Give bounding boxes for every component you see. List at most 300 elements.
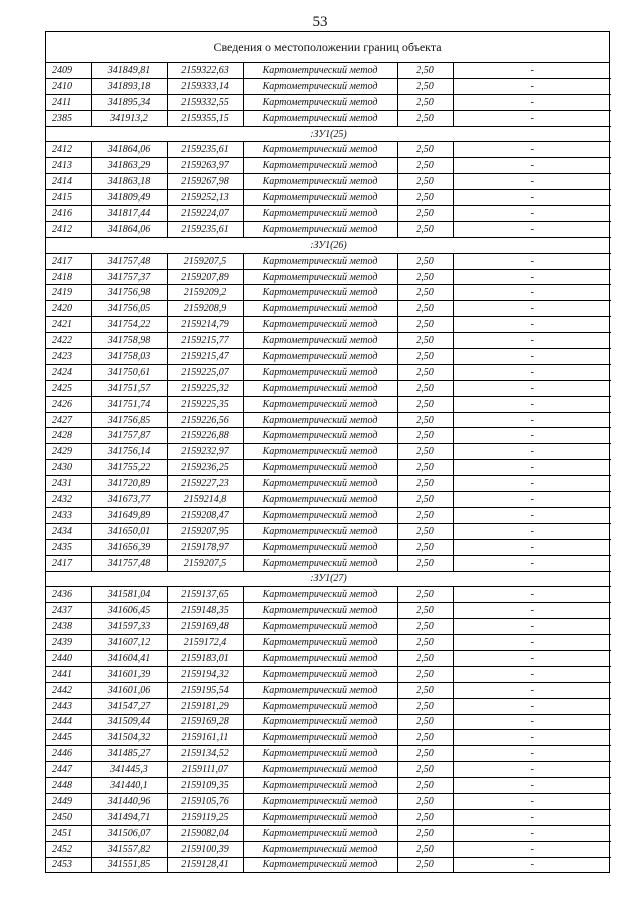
y-coordinate-cell: 2159207,5 bbox=[167, 253, 243, 269]
accuracy-cell: 2,50 bbox=[397, 253, 453, 269]
accuracy-cell: 2,50 bbox=[397, 317, 453, 333]
x-coordinate-cell: 341551,85 bbox=[91, 857, 167, 872]
note-cell: - bbox=[453, 476, 611, 492]
point-number-cell: 2411 bbox=[46, 94, 91, 110]
section-label: :ЗУ1(27) bbox=[46, 571, 611, 587]
x-coordinate-cell: 341849,81 bbox=[91, 63, 167, 78]
point-number-cell: 2448 bbox=[46, 778, 91, 794]
y-coordinate-cell: 2159169,28 bbox=[167, 714, 243, 730]
table-row bbox=[46, 428, 611, 444]
point-number-cell: 2450 bbox=[46, 809, 91, 825]
x-coordinate-cell: 341757,87 bbox=[91, 428, 167, 444]
point-number-cell: 2433 bbox=[46, 507, 91, 523]
table-row bbox=[46, 841, 611, 857]
method-cell: Картометрический метод bbox=[243, 206, 397, 222]
point-number-cell: 2432 bbox=[46, 492, 91, 508]
method-cell: Картометрический метод bbox=[243, 158, 397, 174]
accuracy-cell: 2,50 bbox=[397, 841, 453, 857]
x-coordinate-cell: 341601,39 bbox=[91, 666, 167, 682]
x-coordinate-cell: 341604,41 bbox=[91, 650, 167, 666]
x-coordinate-cell: 341756,85 bbox=[91, 412, 167, 428]
x-coordinate-cell: 341750,61 bbox=[91, 364, 167, 380]
note-cell: - bbox=[453, 206, 611, 222]
note-cell: - bbox=[453, 793, 611, 809]
accuracy-cell: 2,50 bbox=[397, 158, 453, 174]
point-number-cell: 2417 bbox=[46, 253, 91, 269]
page-number: 53 bbox=[312, 14, 328, 30]
y-coordinate-cell: 2159225,32 bbox=[167, 380, 243, 396]
note-cell: - bbox=[453, 333, 611, 349]
y-coordinate-cell: 2159214,79 bbox=[167, 317, 243, 333]
point-number-cell: 2443 bbox=[46, 698, 91, 714]
accuracy-cell: 2,50 bbox=[397, 94, 453, 110]
table-row bbox=[46, 778, 611, 794]
table-row bbox=[46, 809, 611, 825]
accuracy-cell: 2,50 bbox=[397, 364, 453, 380]
method-cell: Картометрический метод bbox=[243, 349, 397, 365]
method-cell: Картометрический метод bbox=[243, 555, 397, 571]
accuracy-cell: 2,50 bbox=[397, 619, 453, 635]
note-cell: - bbox=[453, 158, 611, 174]
x-coordinate-cell: 341557,82 bbox=[91, 841, 167, 857]
method-cell: Картометрический метод bbox=[243, 714, 397, 730]
y-coordinate-cell: 2159333,14 bbox=[167, 78, 243, 94]
accuracy-cell: 2,50 bbox=[397, 110, 453, 126]
method-cell: Картометрический метод bbox=[243, 666, 397, 682]
table-row bbox=[46, 793, 611, 809]
y-coordinate-cell: 2159355,15 bbox=[167, 110, 243, 126]
note-cell: - bbox=[453, 682, 611, 698]
accuracy-cell: 2,50 bbox=[397, 857, 453, 872]
note-cell: - bbox=[453, 587, 611, 603]
y-coordinate-cell: 2159263,97 bbox=[167, 158, 243, 174]
method-cell: Картометрический метод bbox=[243, 428, 397, 444]
x-coordinate-cell: 341864,06 bbox=[91, 142, 167, 158]
table-row bbox=[46, 825, 611, 841]
accuracy-cell: 2,50 bbox=[397, 301, 453, 317]
note-cell: - bbox=[453, 317, 611, 333]
x-coordinate-cell: 341757,48 bbox=[91, 555, 167, 571]
method-cell: Картометрический метод bbox=[243, 507, 397, 523]
y-coordinate-cell: 2159225,35 bbox=[167, 396, 243, 412]
method-cell: Картометрический метод bbox=[243, 746, 397, 762]
point-number-cell: 2430 bbox=[46, 460, 91, 476]
method-cell: Картометрический метод bbox=[243, 333, 397, 349]
point-number-cell: 2446 bbox=[46, 746, 91, 762]
x-coordinate-cell: 341751,57 bbox=[91, 380, 167, 396]
note-cell: - bbox=[453, 492, 611, 508]
point-number-cell: 2385 bbox=[46, 110, 91, 126]
table-row bbox=[46, 539, 611, 555]
x-coordinate-cell: 341656,39 bbox=[91, 539, 167, 555]
table-row bbox=[46, 190, 611, 206]
point-number-cell: 2451 bbox=[46, 825, 91, 841]
x-coordinate-cell: 341751,74 bbox=[91, 396, 167, 412]
y-coordinate-cell: 2159227,23 bbox=[167, 476, 243, 492]
method-cell: Картометрический метод bbox=[243, 730, 397, 746]
point-number-cell: 2436 bbox=[46, 587, 91, 603]
accuracy-cell: 2,50 bbox=[397, 460, 453, 476]
y-coordinate-cell: 2159208,47 bbox=[167, 507, 243, 523]
x-coordinate-cell: 341893,18 bbox=[91, 78, 167, 94]
x-coordinate-cell: 341509,44 bbox=[91, 714, 167, 730]
x-coordinate-cell: 341720,89 bbox=[91, 476, 167, 492]
x-coordinate-cell: 341597,33 bbox=[91, 619, 167, 635]
x-coordinate-cell: 341606,45 bbox=[91, 603, 167, 619]
point-number-cell: 2447 bbox=[46, 762, 91, 778]
y-coordinate-cell: 2159207,95 bbox=[167, 523, 243, 539]
y-coordinate-cell: 2159161,11 bbox=[167, 730, 243, 746]
method-cell: Картометрический метод bbox=[243, 396, 397, 412]
accuracy-cell: 2,50 bbox=[397, 269, 453, 285]
method-cell: Картометрический метод bbox=[243, 476, 397, 492]
method-cell: Картометрический метод bbox=[243, 682, 397, 698]
y-coordinate-cell: 2159226,56 bbox=[167, 412, 243, 428]
note-cell: - bbox=[453, 63, 611, 78]
y-coordinate-cell: 2159111,07 bbox=[167, 762, 243, 778]
point-number-cell: 2425 bbox=[46, 380, 91, 396]
sheet-title: Сведения о местоположении границ объекта bbox=[46, 32, 609, 63]
note-cell: - bbox=[453, 364, 611, 380]
x-coordinate-cell: 341673,77 bbox=[91, 492, 167, 508]
y-coordinate-cell: 2159105,76 bbox=[167, 793, 243, 809]
x-coordinate-cell: 341863,18 bbox=[91, 174, 167, 190]
x-coordinate-cell: 341895,34 bbox=[91, 94, 167, 110]
x-coordinate-cell: 341754,22 bbox=[91, 317, 167, 333]
x-coordinate-cell: 341485,27 bbox=[91, 746, 167, 762]
x-coordinate-cell: 341817,44 bbox=[91, 206, 167, 222]
y-coordinate-cell: 2159183,01 bbox=[167, 650, 243, 666]
method-cell: Картометрический метод bbox=[243, 857, 397, 872]
accuracy-cell: 2,50 bbox=[397, 825, 453, 841]
accuracy-cell: 2,50 bbox=[397, 206, 453, 222]
accuracy-cell: 2,50 bbox=[397, 730, 453, 746]
accuracy-cell: 2,50 bbox=[397, 714, 453, 730]
x-coordinate-cell: 341758,98 bbox=[91, 333, 167, 349]
note-cell: - bbox=[453, 762, 611, 778]
x-coordinate-cell: 341445,3 bbox=[91, 762, 167, 778]
accuracy-cell: 2,50 bbox=[397, 650, 453, 666]
note-cell: - bbox=[453, 460, 611, 476]
method-cell: Картометрический метод bbox=[243, 94, 397, 110]
y-coordinate-cell: 2159137,65 bbox=[167, 587, 243, 603]
accuracy-cell: 2,50 bbox=[397, 333, 453, 349]
note-cell: - bbox=[453, 428, 611, 444]
method-cell: Картометрический метод bbox=[243, 635, 397, 651]
accuracy-cell: 2,50 bbox=[397, 539, 453, 555]
note-cell: - bbox=[453, 174, 611, 190]
accuracy-cell: 2,50 bbox=[397, 523, 453, 539]
x-coordinate-cell: 341913,2 bbox=[91, 110, 167, 126]
accuracy-cell: 2,50 bbox=[397, 555, 453, 571]
note-cell: - bbox=[453, 380, 611, 396]
y-coordinate-cell: 2159267,98 bbox=[167, 174, 243, 190]
y-coordinate-cell: 2159148,35 bbox=[167, 603, 243, 619]
accuracy-cell: 2,50 bbox=[397, 285, 453, 301]
table-row bbox=[46, 412, 611, 428]
note-cell: - bbox=[453, 778, 611, 794]
method-cell: Картометрический метод bbox=[243, 619, 397, 635]
note-cell: - bbox=[453, 507, 611, 523]
table-row bbox=[46, 158, 611, 174]
y-coordinate-cell: 2159194,32 bbox=[167, 666, 243, 682]
accuracy-cell: 2,50 bbox=[397, 412, 453, 428]
point-number-cell: 2409 bbox=[46, 63, 91, 78]
table-row bbox=[46, 460, 611, 476]
point-number-cell: 2439 bbox=[46, 635, 91, 651]
table-row bbox=[46, 63, 611, 78]
point-number-cell: 2442 bbox=[46, 682, 91, 698]
y-coordinate-cell: 2159322,63 bbox=[167, 63, 243, 78]
point-number-cell: 2416 bbox=[46, 206, 91, 222]
y-coordinate-cell: 2159134,52 bbox=[167, 746, 243, 762]
note-cell: - bbox=[453, 809, 611, 825]
x-coordinate-cell: 341650,01 bbox=[91, 523, 167, 539]
point-number-cell: 2415 bbox=[46, 190, 91, 206]
point-number-cell: 2440 bbox=[46, 650, 91, 666]
table-row bbox=[46, 221, 611, 237]
table-row bbox=[46, 174, 611, 190]
note-cell: - bbox=[453, 603, 611, 619]
point-number-cell: 2423 bbox=[46, 349, 91, 365]
x-coordinate-cell: 341506,07 bbox=[91, 825, 167, 841]
method-cell: Картометрический метод bbox=[243, 317, 397, 333]
y-coordinate-cell: 2159109,35 bbox=[167, 778, 243, 794]
method-cell: Картометрический метод bbox=[243, 444, 397, 460]
method-cell: Картометрический метод bbox=[243, 460, 397, 476]
y-coordinate-cell: 2159232,97 bbox=[167, 444, 243, 460]
table-row bbox=[46, 746, 611, 762]
note-cell: - bbox=[453, 94, 611, 110]
x-coordinate-cell: 341756,98 bbox=[91, 285, 167, 301]
accuracy-cell: 2,50 bbox=[397, 698, 453, 714]
table-row bbox=[46, 714, 611, 730]
table-row bbox=[46, 857, 611, 872]
note-cell: - bbox=[453, 78, 611, 94]
y-coordinate-cell: 2159178,97 bbox=[167, 539, 243, 555]
table-row bbox=[46, 730, 611, 746]
y-coordinate-cell: 2159082,04 bbox=[167, 825, 243, 841]
point-number-cell: 2412 bbox=[46, 221, 91, 237]
x-coordinate-cell: 341756,14 bbox=[91, 444, 167, 460]
table-row bbox=[46, 364, 611, 380]
accuracy-cell: 2,50 bbox=[397, 492, 453, 508]
accuracy-cell: 2,50 bbox=[397, 78, 453, 94]
table-row bbox=[46, 762, 611, 778]
note-cell: - bbox=[453, 269, 611, 285]
method-cell: Картометрический метод bbox=[243, 253, 397, 269]
y-coordinate-cell: 2159235,61 bbox=[167, 142, 243, 158]
table-row bbox=[46, 78, 611, 94]
point-number-cell: 2424 bbox=[46, 364, 91, 380]
accuracy-cell: 2,50 bbox=[397, 476, 453, 492]
point-number-cell: 2414 bbox=[46, 174, 91, 190]
point-number-cell: 2431 bbox=[46, 476, 91, 492]
accuracy-cell: 2,50 bbox=[397, 762, 453, 778]
accuracy-cell: 2,50 bbox=[397, 190, 453, 206]
method-cell: Картометрический метод bbox=[243, 809, 397, 825]
y-coordinate-cell: 2159169,48 bbox=[167, 619, 243, 635]
table-row bbox=[46, 619, 611, 635]
table-row bbox=[46, 94, 611, 110]
x-coordinate-cell: 341440,1 bbox=[91, 778, 167, 794]
section-row bbox=[46, 126, 611, 142]
x-coordinate-cell: 341809,49 bbox=[91, 190, 167, 206]
accuracy-cell: 2,50 bbox=[397, 603, 453, 619]
method-cell: Картометрический метод bbox=[243, 698, 397, 714]
method-cell: Картометрический метод bbox=[243, 523, 397, 539]
x-coordinate-cell: 341649,89 bbox=[91, 507, 167, 523]
table-row bbox=[46, 603, 611, 619]
method-cell: Картометрический метод bbox=[243, 539, 397, 555]
point-number-cell: 2426 bbox=[46, 396, 91, 412]
method-cell: Картометрический метод bbox=[243, 841, 397, 857]
point-number-cell: 2429 bbox=[46, 444, 91, 460]
point-number-cell: 2417 bbox=[46, 555, 91, 571]
note-cell: - bbox=[453, 190, 611, 206]
table-row bbox=[46, 206, 611, 222]
point-number-cell: 2438 bbox=[46, 619, 91, 635]
accuracy-cell: 2,50 bbox=[397, 778, 453, 794]
accuracy-cell: 2,50 bbox=[397, 635, 453, 651]
table-row bbox=[46, 698, 611, 714]
table-row bbox=[46, 666, 611, 682]
note-cell: - bbox=[453, 523, 611, 539]
table-row bbox=[46, 269, 611, 285]
x-coordinate-cell: 341864,06 bbox=[91, 221, 167, 237]
table-row bbox=[46, 285, 611, 301]
table-row bbox=[46, 650, 611, 666]
point-number-cell: 2422 bbox=[46, 333, 91, 349]
note-cell: - bbox=[453, 142, 611, 158]
note-cell: - bbox=[453, 825, 611, 841]
note-cell: - bbox=[453, 253, 611, 269]
y-coordinate-cell: 2159207,5 bbox=[167, 555, 243, 571]
point-number-cell: 2445 bbox=[46, 730, 91, 746]
accuracy-cell: 2,50 bbox=[397, 793, 453, 809]
y-coordinate-cell: 2159235,61 bbox=[167, 221, 243, 237]
point-number-cell: 2418 bbox=[46, 269, 91, 285]
table-row bbox=[46, 587, 611, 603]
x-coordinate-cell: 341504,32 bbox=[91, 730, 167, 746]
section-row bbox=[46, 571, 611, 587]
method-cell: Картометрический метод bbox=[243, 63, 397, 78]
y-coordinate-cell: 2159332,55 bbox=[167, 94, 243, 110]
point-number-cell: 2421 bbox=[46, 317, 91, 333]
y-coordinate-cell: 2159119,25 bbox=[167, 809, 243, 825]
note-cell: - bbox=[453, 110, 611, 126]
point-number-cell: 2449 bbox=[46, 793, 91, 809]
x-coordinate-cell: 341755,22 bbox=[91, 460, 167, 476]
point-number-cell: 2452 bbox=[46, 841, 91, 857]
accuracy-cell: 2,50 bbox=[397, 349, 453, 365]
note-cell: - bbox=[453, 841, 611, 857]
accuracy-cell: 2,50 bbox=[397, 396, 453, 412]
accuracy-cell: 2,50 bbox=[397, 221, 453, 237]
point-number-cell: 2437 bbox=[46, 603, 91, 619]
y-coordinate-cell: 2159195,54 bbox=[167, 682, 243, 698]
x-coordinate-cell: 341757,48 bbox=[91, 253, 167, 269]
method-cell: Картометрический метод bbox=[243, 78, 397, 94]
table-row bbox=[46, 110, 611, 126]
method-cell: Картометрический метод bbox=[243, 221, 397, 237]
table-row bbox=[46, 301, 611, 317]
method-cell: Картометрический метод bbox=[243, 142, 397, 158]
y-coordinate-cell: 2159214,8 bbox=[167, 492, 243, 508]
x-coordinate-cell: 341758,03 bbox=[91, 349, 167, 365]
note-cell: - bbox=[453, 650, 611, 666]
table-row bbox=[46, 476, 611, 492]
accuracy-cell: 2,50 bbox=[397, 174, 453, 190]
accuracy-cell: 2,50 bbox=[397, 746, 453, 762]
method-cell: Картометрический метод bbox=[243, 301, 397, 317]
x-coordinate-cell: 341863,29 bbox=[91, 158, 167, 174]
accuracy-cell: 2,50 bbox=[397, 380, 453, 396]
method-cell: Картометрический метод bbox=[243, 110, 397, 126]
method-cell: Картометрический метод bbox=[243, 778, 397, 794]
y-coordinate-cell: 2159215,77 bbox=[167, 333, 243, 349]
table-row bbox=[46, 444, 611, 460]
accuracy-cell: 2,50 bbox=[397, 587, 453, 603]
note-cell: - bbox=[453, 221, 611, 237]
note-cell: - bbox=[453, 539, 611, 555]
x-coordinate-cell: 341547,27 bbox=[91, 698, 167, 714]
table-row bbox=[46, 380, 611, 396]
y-coordinate-cell: 2159100,39 bbox=[167, 841, 243, 857]
note-cell: - bbox=[453, 349, 611, 365]
table-row bbox=[46, 523, 611, 539]
table-row bbox=[46, 349, 611, 365]
point-number-cell: 2420 bbox=[46, 301, 91, 317]
accuracy-cell: 2,50 bbox=[397, 666, 453, 682]
point-number-cell: 2419 bbox=[46, 285, 91, 301]
accuracy-cell: 2,50 bbox=[397, 428, 453, 444]
table-row bbox=[46, 333, 611, 349]
table-row bbox=[46, 507, 611, 523]
point-number-cell: 2412 bbox=[46, 142, 91, 158]
method-cell: Картометрический метод bbox=[243, 269, 397, 285]
y-coordinate-cell: 2159128,41 bbox=[167, 857, 243, 872]
point-number-cell: 2427 bbox=[46, 412, 91, 428]
y-coordinate-cell: 2159236,25 bbox=[167, 460, 243, 476]
note-cell: - bbox=[453, 666, 611, 682]
method-cell: Картометрический метод bbox=[243, 825, 397, 841]
method-cell: Картометрический метод bbox=[243, 190, 397, 206]
x-coordinate-cell: 341494,71 bbox=[91, 809, 167, 825]
coordinates-table bbox=[46, 63, 611, 872]
y-coordinate-cell: 2159181,29 bbox=[167, 698, 243, 714]
point-number-cell: 2428 bbox=[46, 428, 91, 444]
point-number-cell: 2453 bbox=[46, 857, 91, 872]
point-number-cell: 2444 bbox=[46, 714, 91, 730]
y-coordinate-cell: 2159208,9 bbox=[167, 301, 243, 317]
method-cell: Картометрический метод bbox=[243, 412, 397, 428]
y-coordinate-cell: 2159224,07 bbox=[167, 206, 243, 222]
accuracy-cell: 2,50 bbox=[397, 507, 453, 523]
accuracy-cell: 2,50 bbox=[397, 809, 453, 825]
method-cell: Картометрический метод bbox=[243, 650, 397, 666]
table-row bbox=[46, 396, 611, 412]
note-cell: - bbox=[453, 301, 611, 317]
section-label: :ЗУ1(26) bbox=[46, 237, 611, 253]
point-number-cell: 2435 bbox=[46, 539, 91, 555]
table-row bbox=[46, 492, 611, 508]
y-coordinate-cell: 2159172,4 bbox=[167, 635, 243, 651]
note-cell: - bbox=[453, 619, 611, 635]
note-cell: - bbox=[453, 555, 611, 571]
method-cell: Картометрический метод bbox=[243, 492, 397, 508]
method-cell: Картометрический метод bbox=[243, 793, 397, 809]
